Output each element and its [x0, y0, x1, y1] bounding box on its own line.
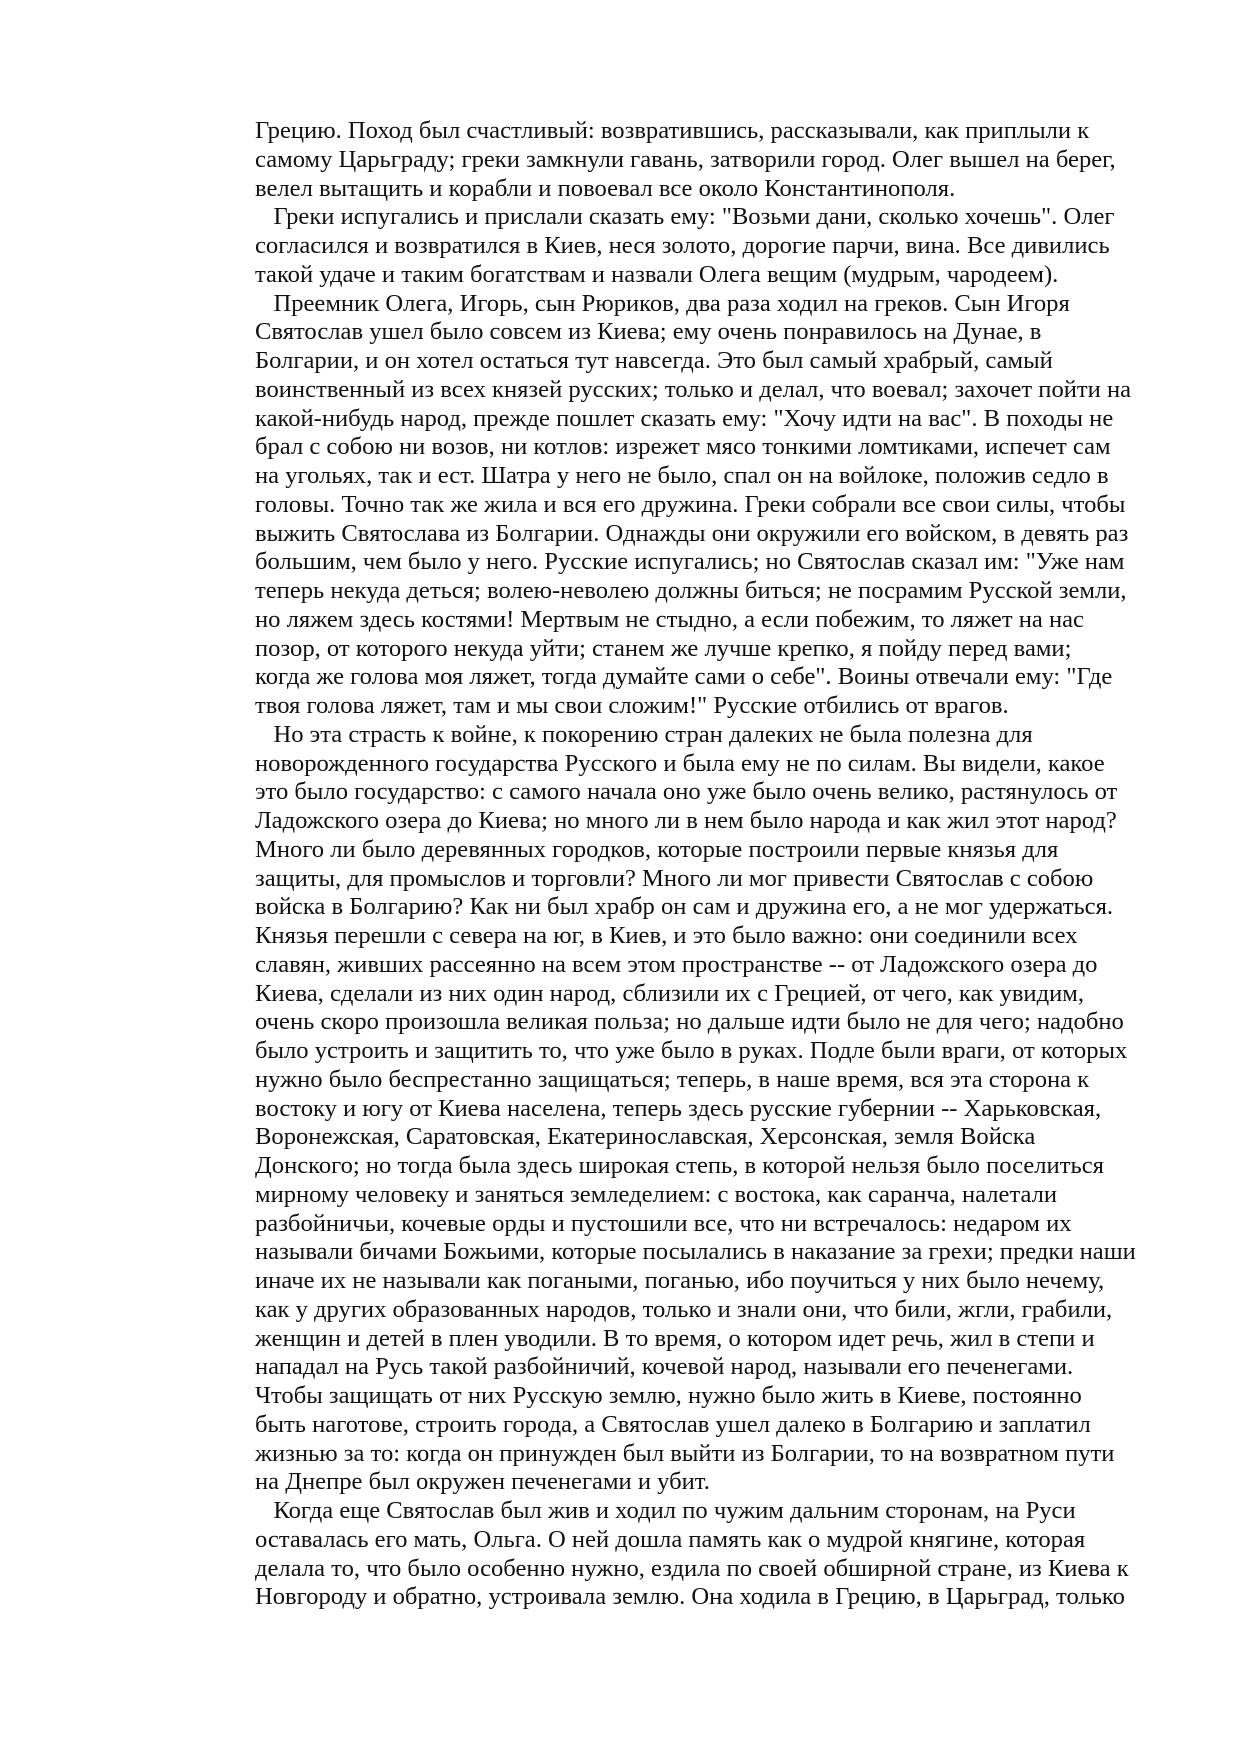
text-line: какой-нибудь народ, прежде пошлет сказать ему: "Хочу идти на вас". В походы не: [255, 404, 1114, 432]
text-line: на Днепре был окружен печенегами и убит.: [255, 1468, 710, 1496]
text-line: согласился и возвратился в Киев, неся золото, дорогие парчи, вина. Все дивились: [255, 232, 1110, 259]
text-line: Болгарии, и он хотел остаться тут навсегда. Это был самый храбрый, самый: [255, 347, 1053, 374]
text-line: называли бичами Божьими, которые посылались в наказание за грехи; предки наши: [255, 1238, 1136, 1266]
text-line: выжить Святослава из Болгарии. Однажды они окружили его войском, в девять раз: [255, 519, 1129, 547]
text-line: Новгороду и обратно, устроивала землю. Она ходила в Грецию, в Царьград, только: [255, 1583, 1125, 1611]
text-line: иначе их не называли как погаными, поганью, ибо поучиться у них было нечему,: [255, 1267, 1105, 1294]
text-line: как у других образованных народов, только и знали они, что били, жгли, грабили,: [255, 1295, 1113, 1323]
text-line: но ляжем здесь костями! Мертвым не стыдно, а если побежим, то ляжет на нас: [255, 605, 1084, 633]
text-line: воинственный из всех князей русских; только и делал, что воевал; захочет пойти на: [255, 375, 1132, 403]
text-line: самому Царьграду; греки замкнули гавань, затворили город. Олег вышел на берег,: [255, 145, 1116, 173]
text-line: женщин и детей в плен уводили. В то время, о котором идет речь, жил в степи и: [255, 1324, 1095, 1352]
text-line: было устроить и защитить то, что уже было в руках. Подле были враги, от которых: [255, 1037, 1128, 1064]
text-line: войска в Болгарию? Как ни был храбр он сам и дружина его, а не мог удержаться.: [255, 893, 1114, 921]
text-line: головы. Точно так же жила и вся его дружина. Греки собрали все свои силы, чтобы: [255, 490, 1126, 518]
text-line: Преемник Олега, Игорь, сын Рюриков, два раза ходил на греков. Сын Игоря: [255, 289, 1070, 317]
text-line: Когда еще Святослав был жив и ходил по чужим дальним сторонам, на Руси: [255, 1497, 1076, 1524]
text-line: позор, от которого некуда уйти; станем же лучше крепко, я пойду перед вами;: [255, 634, 1072, 662]
text-line: большим, чем было у него. Русские испугались; но Святослав сказал им: "Уже нам: [255, 548, 1125, 576]
text-line: славян, живших рассеянно на всем этом пространстве -- от Ладожского озера до: [255, 950, 1098, 978]
text-line: на угольях, так и ест. Шатра у него не было, спал он на войлоке, положив седло в: [255, 462, 1109, 489]
text-line: востоку и югу от Киева населена, теперь здесь русские губернии -- Харьковская,: [255, 1094, 1102, 1122]
text-line: теперь некуда деться; волею-неволею должны биться; не посрамим Русской земли,: [255, 577, 1127, 604]
text-line: Киева, сделали из них один народ, сблизили их с Грецией, от чего, как увидим,: [255, 979, 1084, 1007]
text-line: защиты, для промыслов и торговли? Много ли мог привести Святослав с собою: [255, 864, 1094, 892]
text-line: разбойничьи, кочевые орды и пустошили все, что ни встречалось: недаром их: [255, 1209, 1072, 1237]
text-line: Чтобы защищать от них Русскую землю, нужно было жить в Киеве, постоянно: [255, 1382, 1082, 1409]
text-line: нужно было беспрестанно защищаться; теперь, в наше время, вся эта сторона к: [255, 1065, 1090, 1093]
text-line: Грецию. Поход был счастливый: возвратившись, рассказывали, как приплыли к: [255, 117, 1090, 144]
text-line: делала то, что было особенно нужно, ездила по своей обширной стране, из Киева к: [255, 1554, 1129, 1582]
text-line: очень скоро произошла великая польза; но дальше идти было не для чего; надобно: [255, 1008, 1124, 1036]
text-line: брал с собою ни возов, ни котлов: изрежет мясо тонкими ломтиками, испечет сам: [255, 433, 1111, 461]
text-line: Но эта страсть к войне, к покорению стран далеких не была полезна для: [255, 720, 1033, 748]
text-line: когда же голова моя ляжет, тогда думайте сами о себе". Воины отвечали ему: "Где: [255, 663, 1113, 691]
text-line: Много ли было деревянных городков, которые построили первые князья для: [255, 835, 1059, 863]
text-line: Князья перешли с севера на юг, в Киев, и это было важно: они соединили всех: [255, 922, 1078, 949]
text-line: Воронежская, Саратовская, Екатеринославская, Херсонская, земля Войска: [255, 1123, 1036, 1151]
text-line: велел вытащить и корабли и повоевал все около Константинополя.: [255, 174, 956, 202]
text-line: мирному человеку и заняться земледелием: с востока, как саранча, налетали: [255, 1180, 1058, 1208]
document-body: [255, 117, 1155, 1612]
text-line: нападал на Русь такой разбойничий, кочевой народ, называли его печенегами.: [255, 1353, 1074, 1381]
text-line: Святослав ушел было совсем из Киева; ему очень понравилось на Дунае, в: [255, 318, 1042, 346]
text-line: такой удаче и таким богатствам и назвали Олега вещим (мудрым, чародеем).: [255, 260, 1059, 288]
text-line: оставалась его мать, Ольга. О ней дошла память как о мудрой княгине, которая: [255, 1525, 1086, 1553]
text-line: быть наготове, строить города, а Святослав ушел далеко в Болгарию и заплатил: [255, 1410, 1091, 1438]
text-line: новорожденного государства Русского и была ему не по силам. Вы видели, какое: [255, 749, 1105, 777]
text-line: это было государство: с самого начала оно уже было очень велико, растянулось от: [255, 778, 1118, 806]
text-line: Донского; но тогда была здесь широкая степь, в которой нельзя было поселиться: [255, 1152, 1104, 1179]
text-line: Греки испугались и прислали сказать ему: "Возьми дани, сколько хочешь". Олег: [255, 203, 1115, 231]
text-line: жизнью за то: когда он принужден был выйти из Болгарии, то на возвратном пути: [255, 1439, 1115, 1467]
text-line: Ладожского озера до Киева; но много ли в нем было народа и как жил этот народ?: [255, 807, 1117, 834]
text-line: твоя голова ляжет, там и мы свои сложим!" Русские отбились от врагов.: [255, 692, 1009, 719]
